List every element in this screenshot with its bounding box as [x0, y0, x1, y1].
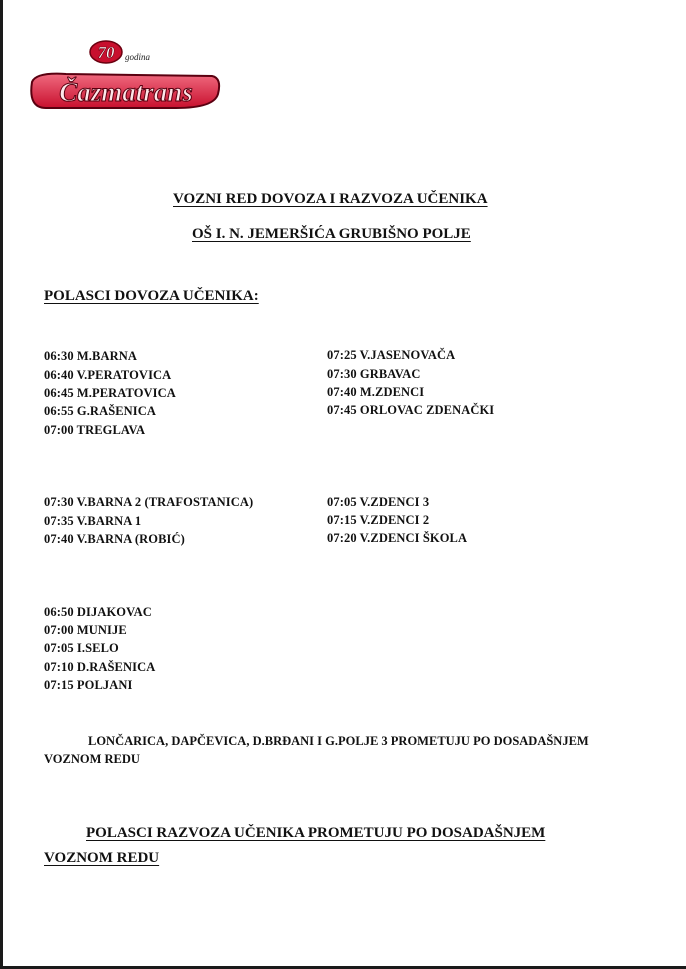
schedule-entry: 07:35 V.BARNA 1 [44, 514, 142, 528]
svg-text:70: 70 [97, 43, 115, 62]
schedule-entry: 07:10 D.RAŠENICA [44, 660, 156, 674]
schedule-entry: 07:00 MUNIJE [44, 623, 127, 637]
schedule-entry: 07:25 V.JASENOVAČA [327, 348, 456, 362]
schedule-entry: 07:15 POLJANI [44, 678, 133, 692]
company-logo [26, 38, 226, 118]
schedule-entry: 06:55 G.RAŠENICA [44, 404, 157, 418]
schedule-entry: 07:15 V.ZDENCI 2 [327, 513, 430, 527]
school-name: OŠ I. N. JEMERŠIĆA GRUBIŠNO POLJE [192, 226, 471, 242]
schedule-entry: 07:40 V.BARNA (ROBIĆ) [44, 532, 185, 546]
note-line: LONČARICA, DAPČEVICA, D.BRĐANI I G.POLJE 3 PROMETUJU PO DOSADAŠNJEM [88, 734, 589, 748]
schedule-entry: 07:30 GRBAVAC [327, 367, 421, 381]
section-heading-departures: POLASCI DOVOZA UČENIKA: [44, 288, 259, 304]
schedule-entry: 07:05 I.SELO [44, 641, 119, 655]
schedule-entry: 07:45 ORLOVAC ZDENAČKI [327, 403, 495, 417]
return-departures-note: POLASCI RAZVOZA UČENIKA PROMETUJU PO DOSADAŠNJEM [86, 825, 546, 841]
note-line: VOZNOM REDU [44, 752, 140, 766]
schedule-entry: 06:40 V.PERATOVICA [44, 368, 172, 382]
return-departures-note: VOZNOM REDU [44, 850, 160, 866]
schedule-entry: 07:40 M.ZDENCI [327, 385, 425, 399]
document-title: VOZNI RED DOVOZA I RAZVOZA UČENIKA [173, 191, 488, 207]
svg-text:godina: godina [125, 52, 151, 62]
schedule-entry: 06:50 DIJAKOVAC [44, 605, 152, 619]
schedule-entry: 07:20 V.ZDENCI ŠKOLA [327, 531, 468, 545]
schedule-entry: 07:00 TREGLAVA [44, 423, 146, 437]
schedule-entry: 06:30 M.BARNA [44, 349, 137, 363]
schedule-entry: 07:30 V.BARNA 2 (TRAFOSTANICA) [44, 495, 254, 509]
schedule-entry: 06:45 M.PERATOVICA [44, 386, 176, 400]
svg-text:Čazmatrans: Čazmatrans [59, 77, 193, 107]
schedule-entry: 07:05 V.ZDENCI 3 [327, 495, 430, 509]
scan-edge-left [0, 0, 3, 969]
